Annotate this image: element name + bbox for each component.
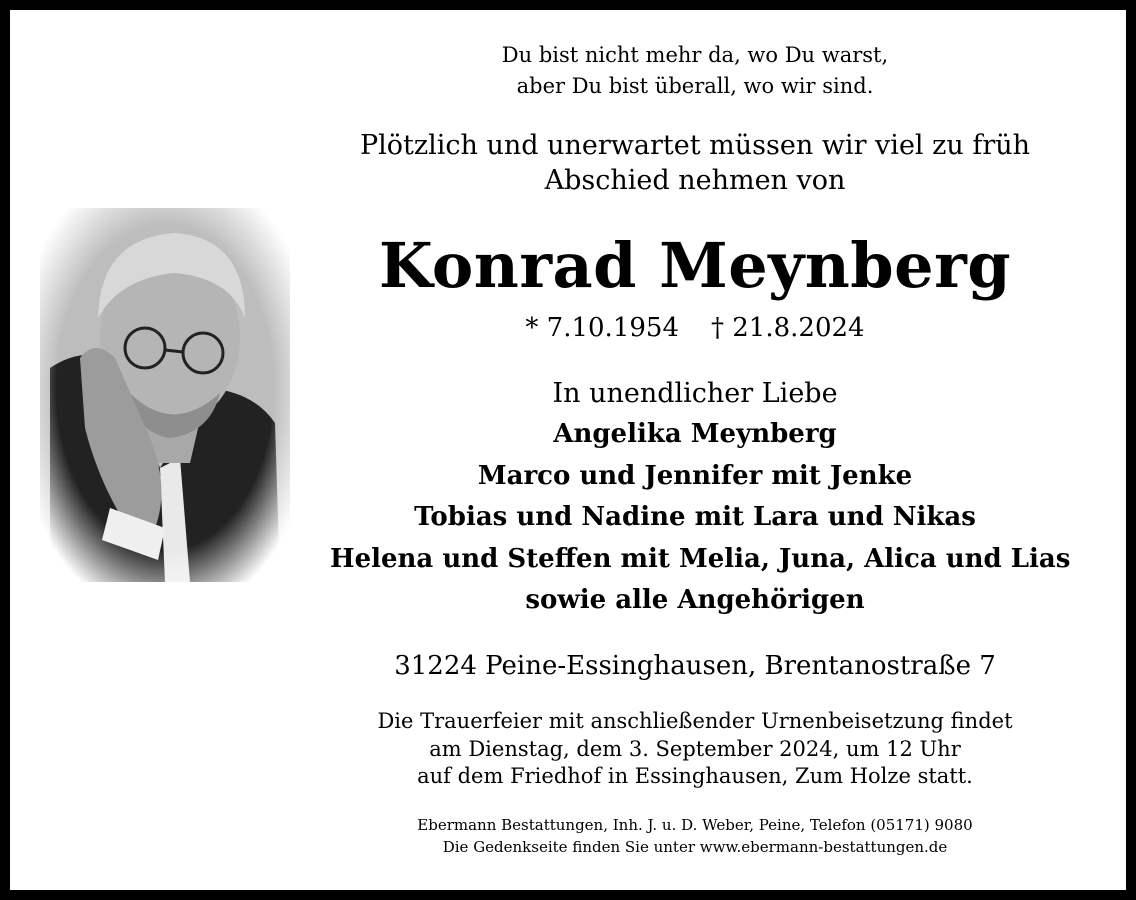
motto-line: aber Du bist überall, wo wir sind. bbox=[516, 74, 874, 98]
undertaker-footer bbox=[330, 814, 1060, 858]
family-address: 31224 Peine-Essinghausen, Brentanostraße 7 bbox=[394, 651, 996, 681]
mourner-entry: Marco und Jennifer mit Jenke bbox=[477, 460, 913, 491]
deceased-name: Konrad Meynberg bbox=[378, 229, 1012, 302]
portrait-photo bbox=[40, 208, 290, 582]
motto-line: Du bist nicht mehr da, wo Du warst, bbox=[501, 43, 889, 67]
mourners-intro: In unendlicher Liebe bbox=[552, 378, 838, 409]
announcement bbox=[330, 128, 1060, 198]
announcement-line: Plötzlich und unerwartet müssen wir viel zu früh bbox=[359, 130, 1031, 161]
life-dates bbox=[330, 311, 1060, 345]
service-line: am Dienstag, dem 3. September 2024, um 12 Uhr bbox=[429, 736, 961, 761]
mourners-list bbox=[330, 414, 1071, 622]
announcement-line: Abschied nehmen von bbox=[544, 165, 846, 196]
mourner-entry: Tobias und Nadine mit Lara und Nikas bbox=[414, 502, 976, 532]
mourner-entry: Helena und Steffen mit Melia, Juna, Alica und Lias bbox=[330, 543, 1071, 574]
service-line: Die Trauerfeier mit anschließender Urnenbeisetzung findet bbox=[377, 709, 1013, 733]
undertaker-contact: Ebermann Bestattungen, Inh. J. u. D. Weber, Peine, Telefon (05171) 9080 bbox=[417, 816, 973, 834]
funeral-service-info bbox=[330, 708, 1060, 791]
birth-date: * 7.10.1954 bbox=[525, 313, 679, 343]
memorial-page-note: Die Gedenkseite finden Sie unter www.ebermann-bestattungen.de bbox=[442, 838, 948, 856]
service-line: auf dem Friedhof in Essinghausen, Zum Holze statt. bbox=[417, 764, 973, 788]
death-date: † 21.8.2024 bbox=[711, 313, 865, 343]
mourner-entry: sowie alle Angehörigen bbox=[525, 585, 865, 615]
mourner-entry: Angelika Meynberg bbox=[553, 419, 837, 449]
motto bbox=[330, 40, 1060, 102]
